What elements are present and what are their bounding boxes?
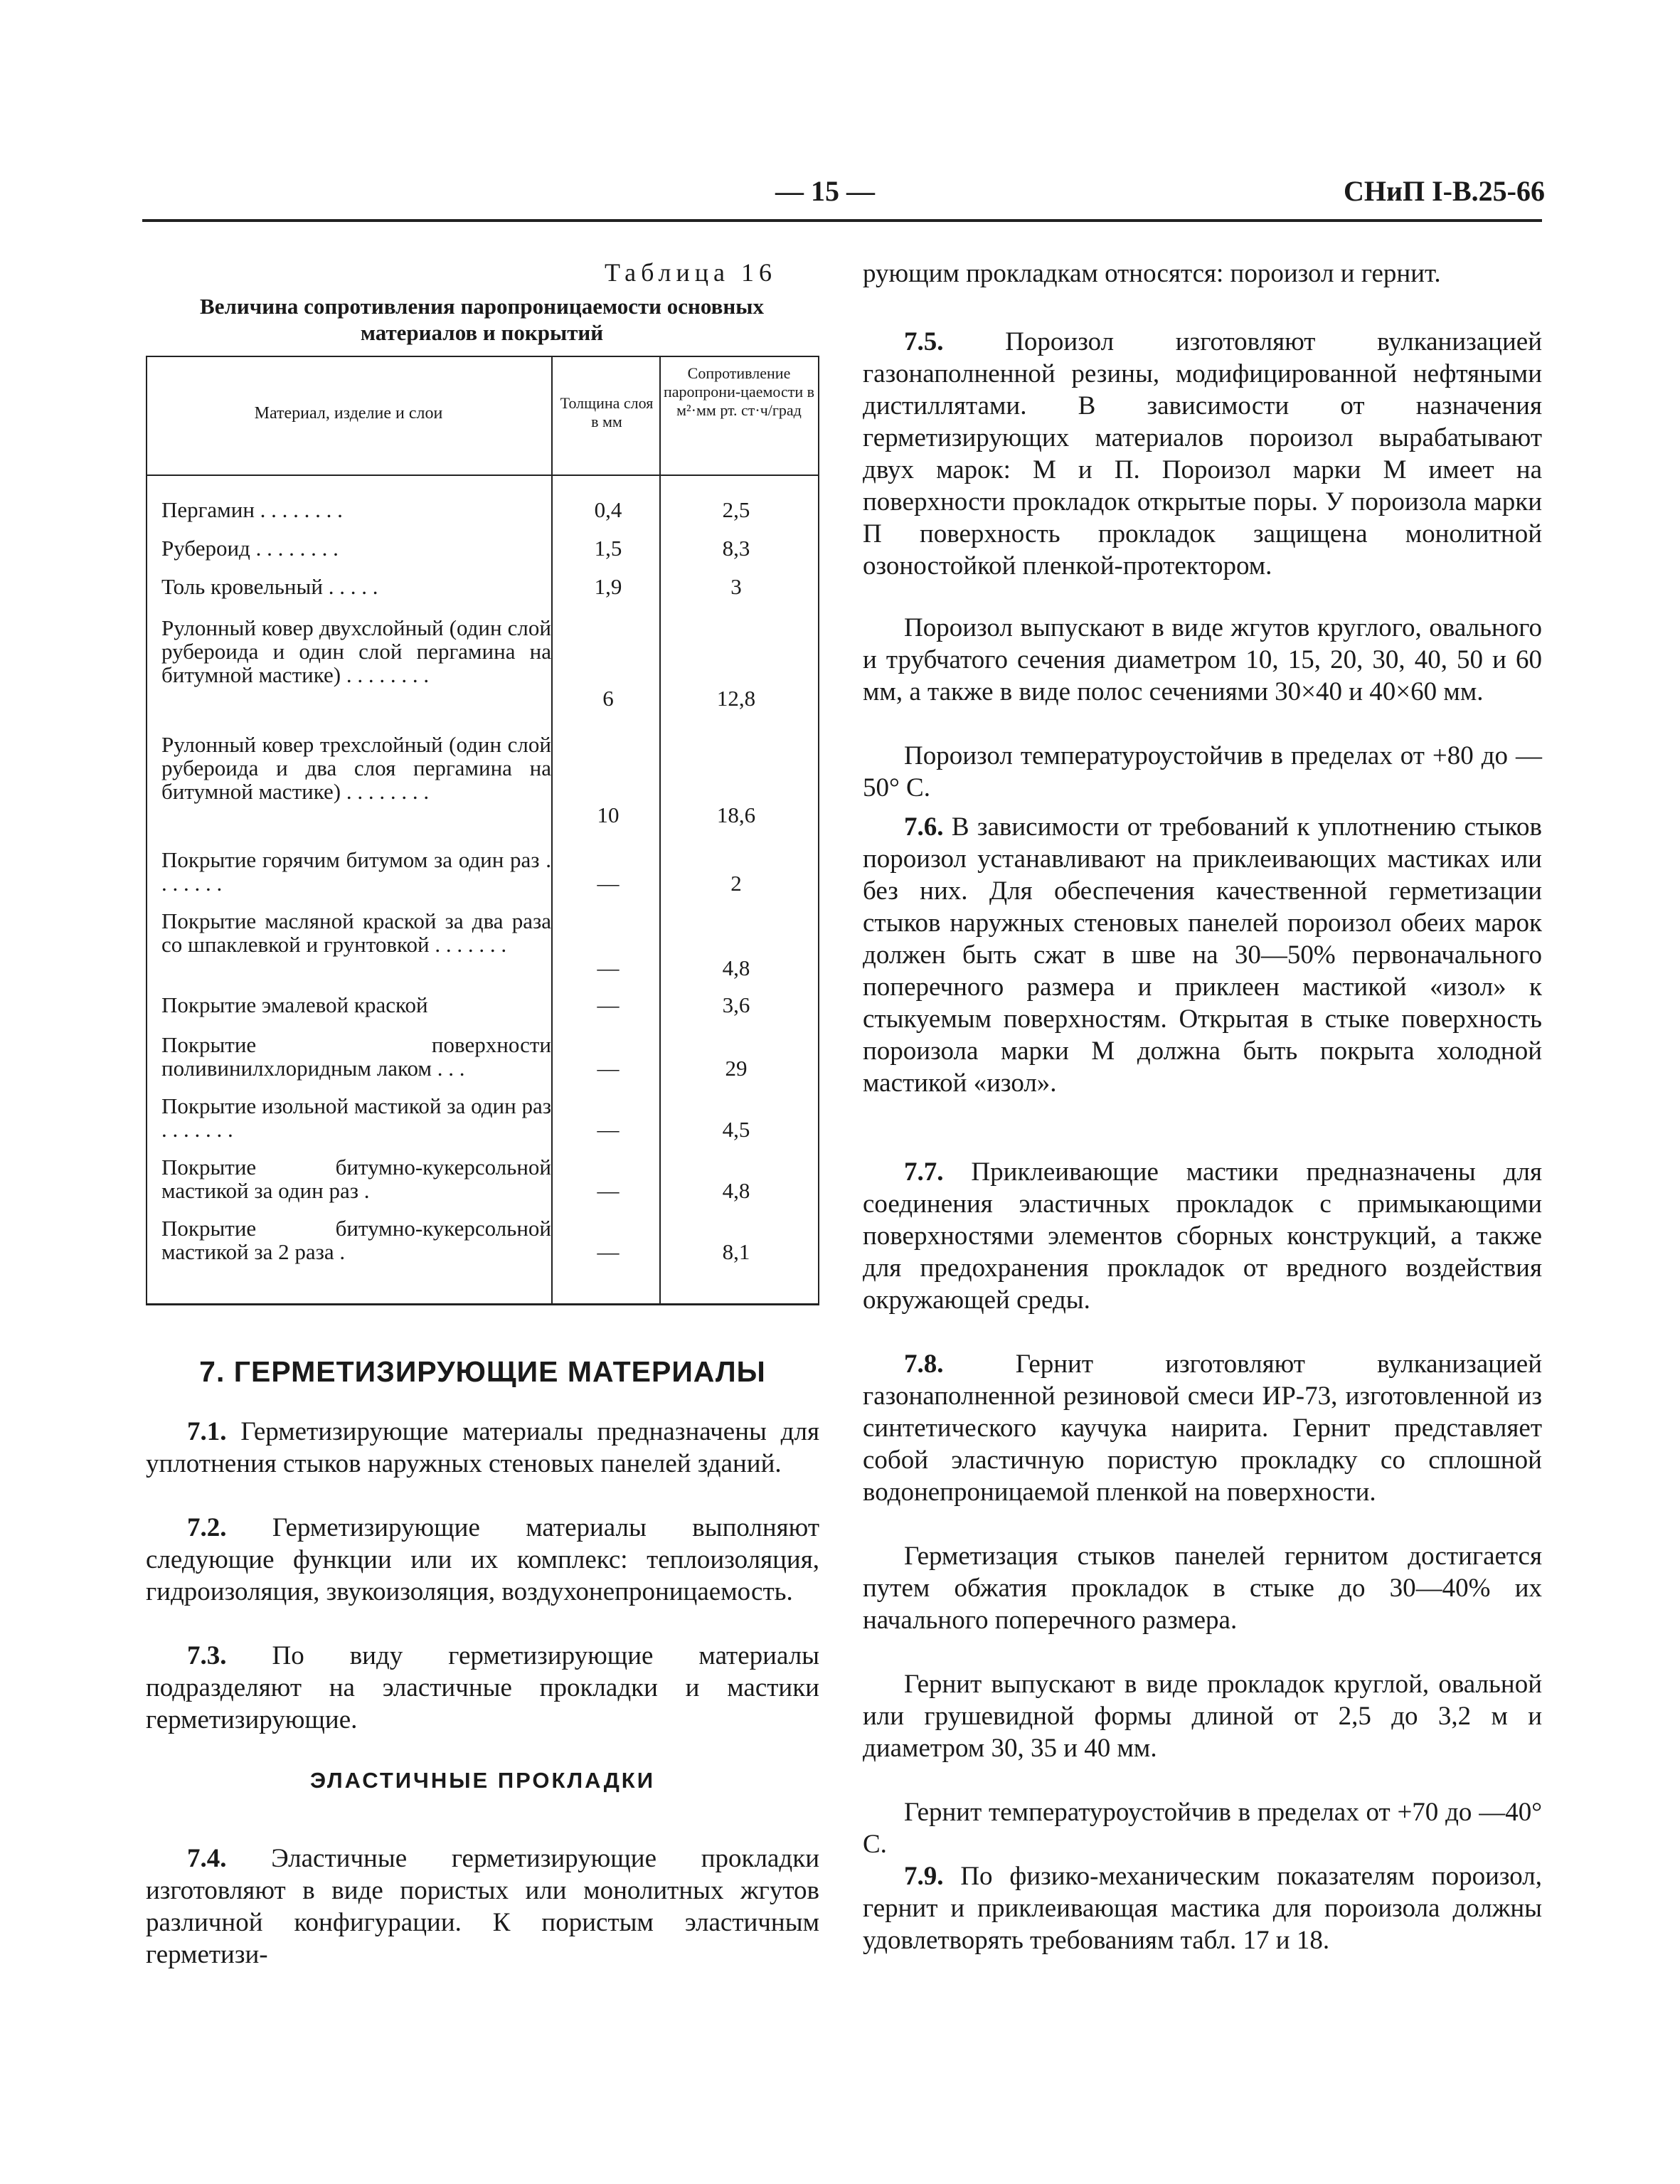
cell-material: Покрытие масляной краской за два раза со шпаклевкой и грунтовкой . . . . . . . <box>161 908 551 957</box>
cell-material: Рулонный ковер двухслойный (один слой рубероида и один слой пергамина на битумной мастике) . . . . . . . . <box>161 615 551 687</box>
cell-resistance: 2 <box>730 871 742 896</box>
paragraph-7-4-continued: рующим прокладкам относятся: пороизол и гернит. <box>863 259 1441 288</box>
cell-material: Покрытие битумно-кукерсольной мастикой за один раз . <box>161 1155 551 1203</box>
paragraph-text: Приклеивающие мастики предназначены для соединения эластичных прокладок с примыкающими поверхностями элементов сборных конструкций, а также для предохранения прокладок от вредного воздействия окружающей среды. <box>863 1157 1543 1315</box>
cell-material: Рубероид . . . . . . . . <box>161 536 339 561</box>
clause-number: 7.8. <box>904 1350 944 1379</box>
paragraph-text: Пороизол изготовляют вулканизацией газонаполненной резины, модифицированной нефтяными дистиллятами. В зависимости от назначения герметизирующих материалов пороизол вырабатывают двух марок: М и П. Пороизол марки М имеет на поверхности прокладок открытые поры. У пороизола марки П поверхность прокладок защищена монолитной озоностойкой пленкой-протектором. <box>863 327 1542 581</box>
cell-resistance: 18,6 <box>716 802 756 827</box>
column-header-resistance: Сопротивление паропрони-цаемости в м²·мм рт. ст·ч/град <box>664 364 814 419</box>
paragraph-text: Герметизирующие материалы выполняют следующие функции или их комплекс: теплоизоляция, гидроизоляция, звукоизоляция, воздухонепроницаемость. <box>146 1513 819 1606</box>
cell-material: Покрытие битумно-кукерсольной мастикой за 2 раза . <box>161 1216 551 1264</box>
cell-thickness: 10 <box>597 802 620 827</box>
clause-number: 7.4. <box>187 1844 227 1873</box>
paragraph-text: По виду герметизирующие материалы подразделяют на эластичные прокладки и мастики герметизирующие. <box>146 1641 820 1734</box>
paragraph-7-3 <box>146 1640 819 1736</box>
cell-resistance: 12,8 <box>716 686 756 711</box>
column-header-material: Материал, изделие и слои <box>254 404 443 423</box>
clause-number: 7.3. <box>187 1641 227 1670</box>
paragraph-text: По физико-механическим показателям пороизол, гернит и приклеивающая мастика для пороизола должны удовлетворять требованиям табл. 17 и 18. <box>863 1862 1543 1955</box>
cell-resistance: 4,8 <box>722 955 750 980</box>
vapor-resistance-table <box>146 356 819 1305</box>
cell-thickness: 1,5 <box>594 536 622 561</box>
cell-resistance: 4,5 <box>722 1117 750 1142</box>
paragraph-7-8 <box>863 1348 1542 1508</box>
cell-material: Покрытие изольной мастикой за один раз . . . . . . . <box>161 1093 551 1142</box>
subsection-title: ЭЛАСТИЧНЫЕ ПРОКЛАДКИ <box>309 1768 656 1793</box>
paragraph-7-2 <box>146 1512 819 1608</box>
document-code: СНиП I-В.25-66 <box>1343 175 1545 207</box>
paragraph-7-8-c: Гернит выпускают в виде прокладок круглой, овальной или грушевидной формы длиной от 2,5 до 3,2 м и диаметром 30, 35 и 40 мм. <box>863 1670 1542 1763</box>
cell-thickness: 0,4 <box>594 497 622 522</box>
cell-thickness: 1,9 <box>594 574 622 599</box>
clause-number: 7.5. <box>904 327 944 356</box>
cell-material: Рулонный ковер трехслойный (один слой рубероида и два слоя пергамина на битумной мастике) . . . . . . . . <box>161 732 551 804</box>
paragraph-text: Эластичные герметизирующие прокладки изготовляют в виде пористых или монолитных жгутов различной конфигурации. К пористым эластичным герметизи- <box>146 1844 819 1969</box>
clause-number: 7.6. <box>904 812 944 842</box>
paragraph-7-8-d: Гернит температуроустойчив в пределах от +70 до —40° С. <box>863 1798 1542 1859</box>
paragraph-7-5 <box>863 326 1542 582</box>
clause-number: 7.7. <box>904 1157 944 1187</box>
cell-thickness: — <box>597 1056 620 1081</box>
clause-number: 7.2. <box>187 1513 227 1542</box>
cell-thickness: — <box>597 1117 620 1142</box>
page-number: — 15 — <box>775 175 875 207</box>
cell-resistance: 8,1 <box>722 1239 750 1264</box>
cell-thickness: — <box>597 955 620 980</box>
paragraph-7-4 <box>146 1843 819 1971</box>
cell-thickness: — <box>597 1239 620 1264</box>
clause-number: 7.9. <box>904 1862 944 1891</box>
paragraph-7-9 <box>863 1860 1542 1956</box>
paragraph-7-5-c: Пороизол температуроустойчив в пределах от +80 до —50° С. <box>863 741 1542 802</box>
paragraph-7-7 <box>863 1156 1542 1316</box>
cell-resistance: 3 <box>730 574 742 599</box>
clause-number: 7.1. <box>187 1417 227 1446</box>
paragraph-7-5-b: Пороизол выпускают в виде жгутов круглого, овального и трубчатого сечения диаметром 10, 15, 20, 30, 40, 50 и 60 мм, а также в виде полос сечениями 30×40 и 40×60 мм. <box>863 613 1542 706</box>
cell-resistance: 2,5 <box>722 497 750 522</box>
header-rule <box>142 219 1542 222</box>
table-col-divider <box>659 357 661 1303</box>
cell-thickness: — <box>597 992 620 1017</box>
paragraph-text: Гернит изготовляют вулканизацией газонаполненной резиновой смеси ИР-73, изготовленной из синтетического каучука наирита. Гернит представляет собой эластичную пористую прокладку со сплошной водонепроницаемой пленкой на поверхности. <box>863 1350 1543 1507</box>
cell-material: Толь кровельный . . . . . <box>161 574 378 599</box>
cell-thickness: — <box>597 871 620 896</box>
cell-resistance: 4,8 <box>722 1178 750 1203</box>
paragraph-text: Герметизирующие материалы предназначены для уплотнения стыков наружных стеновых панелей зданий. <box>146 1417 819 1478</box>
table-title: Величина сопротивления паропроницаемости основных материалов и покрытий <box>200 294 764 345</box>
table-number: Таблица 16 <box>605 258 777 287</box>
table-col-divider <box>551 357 553 1303</box>
cell-resistance: 3,6 <box>722 992 750 1017</box>
cell-thickness: — <box>597 1178 620 1203</box>
column-header-thickness: Толщина слоя в мм <box>560 394 654 430</box>
paragraph-7-8-b: Герметизация стыков панелей гернитом достигается путем обжатия прокладок в стыке до 30—40% их начального поперечного размера. <box>863 1542 1542 1635</box>
cell-material: Пергамин . . . . . . . . <box>161 497 343 522</box>
section-title: 7. ГЕРМЕТИЗИРУЮЩИЕ МАТЕРИАЛЫ <box>199 1355 766 1388</box>
paragraph-text: В зависимости от требований к уплотнению стыков пороизол устанавливают на приклеивающих мастиках или без них. Для обеспечения качественной герметизации стыков наружных стеновых панелей пороизол обеих марок должен быть сжат в шве на 30—50% первоначального поперечного размера и приклеен мастикой «изол» к стыкуемым поверхностям. Открытая в стыке поверхность пороизола марки М должна быть покрыта холодной мастикой «изол». <box>863 812 1542 1098</box>
cell-resistance: 8,3 <box>722 536 750 561</box>
paragraph-7-6 <box>863 811 1542 1099</box>
cell-material: Покрытие поверхности поливинилхлоридным лаком . . . <box>161 1032 551 1081</box>
cell-material: Покрытие горячим битумом за один раз . . . . . . . <box>161 847 551 896</box>
table-right-border <box>818 357 819 1303</box>
cell-resistance: 29 <box>725 1056 748 1081</box>
cell-material: Покрытие эмалевой краской <box>161 992 428 1017</box>
table-header-rule <box>146 475 819 476</box>
cell-thickness: 6 <box>602 686 614 711</box>
table-left-border <box>146 357 147 1303</box>
paragraph-7-1 <box>146 1416 819 1480</box>
